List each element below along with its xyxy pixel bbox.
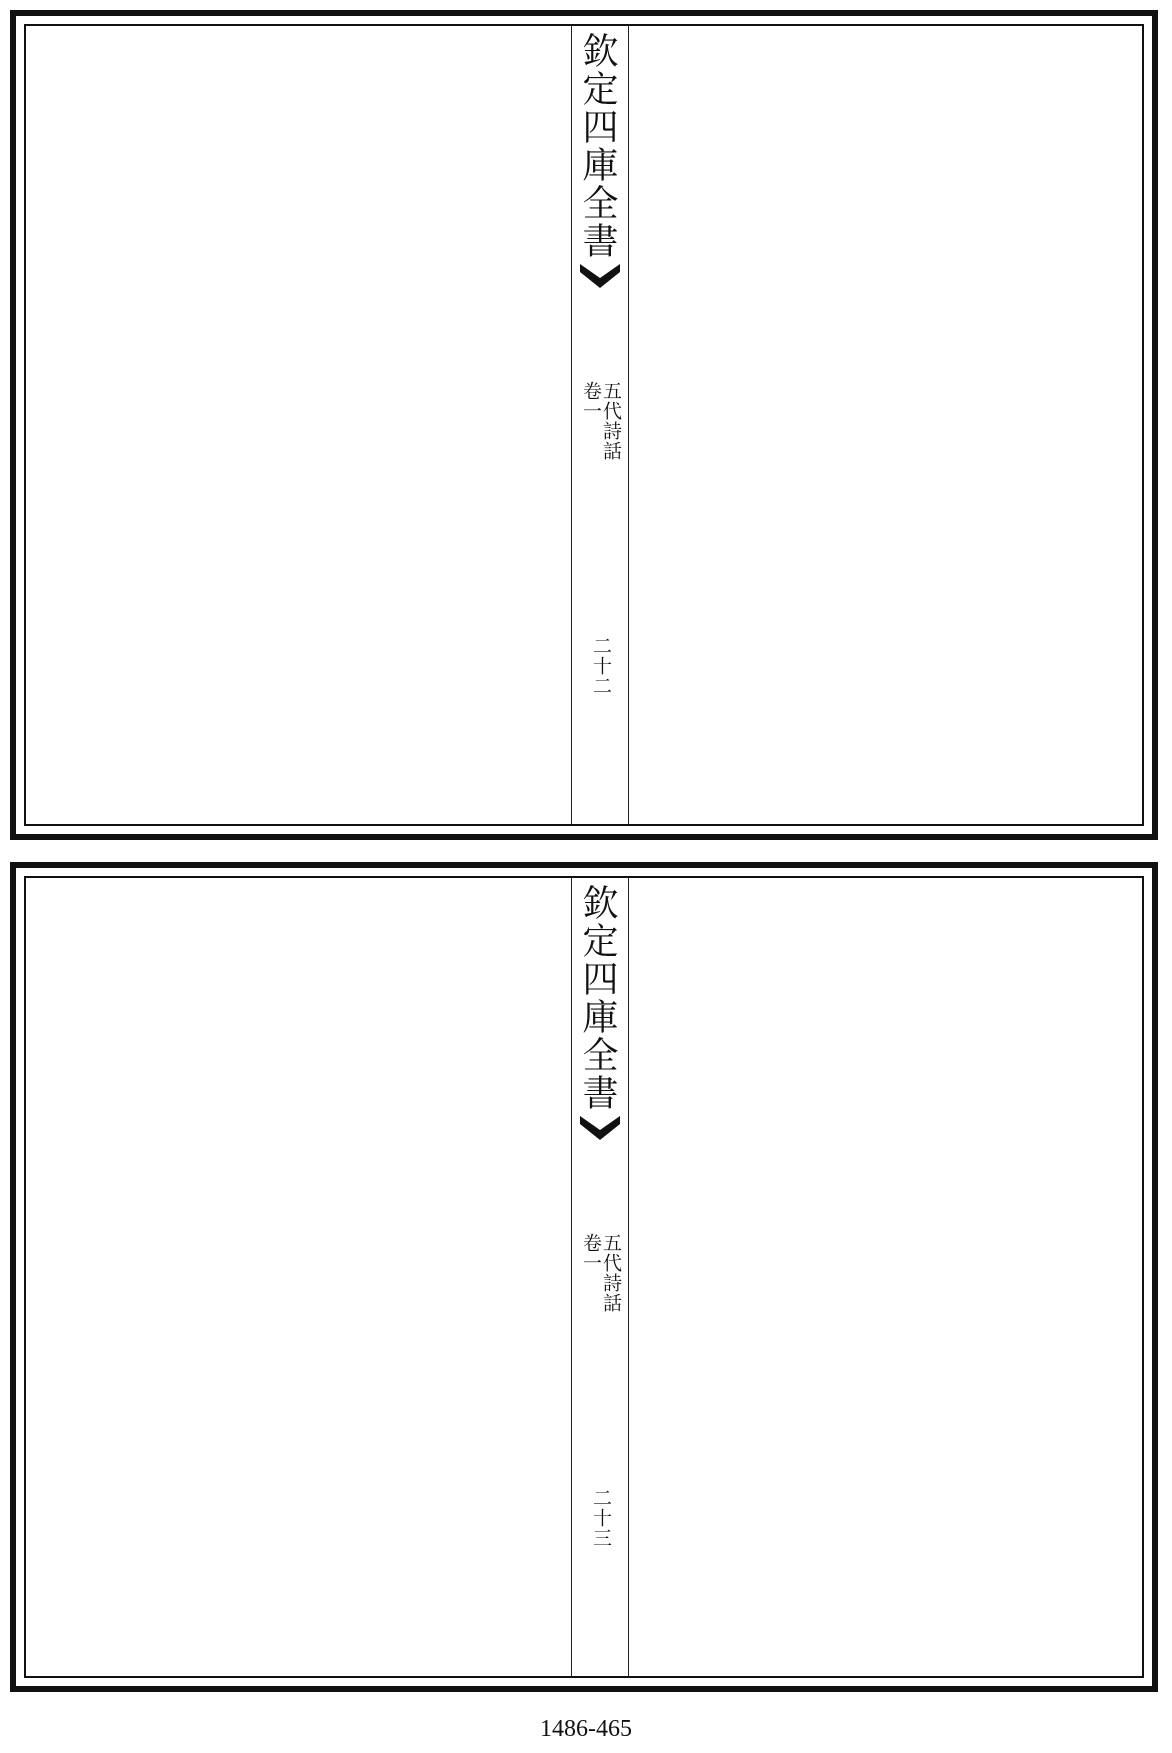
fishtail-ornament-icon xyxy=(580,264,620,288)
section-title: 五代詩話 xyxy=(600,1233,622,1313)
page-number: 二十三 xyxy=(590,1488,612,1548)
fishtail-ornament-icon xyxy=(580,1116,620,1140)
page-footer-label: 1486-465 xyxy=(540,1716,632,1742)
bottom-page xyxy=(10,862,1158,1692)
top-page xyxy=(10,10,1158,840)
volume-label: 卷一 xyxy=(580,381,602,421)
book-title: 欽定四庫全書 xyxy=(577,884,618,1112)
top-page-center-column xyxy=(571,26,629,824)
bottom-page-center-column xyxy=(571,878,629,1676)
top-page-frame xyxy=(24,24,1144,826)
section-title: 五代詩話 xyxy=(600,381,622,461)
volume-label: 卷一 xyxy=(580,1233,602,1273)
bottom-page-frame xyxy=(24,876,1144,1678)
page-number: 二十二 xyxy=(590,636,612,696)
book-title: 欽定四庫全書 xyxy=(577,32,618,260)
